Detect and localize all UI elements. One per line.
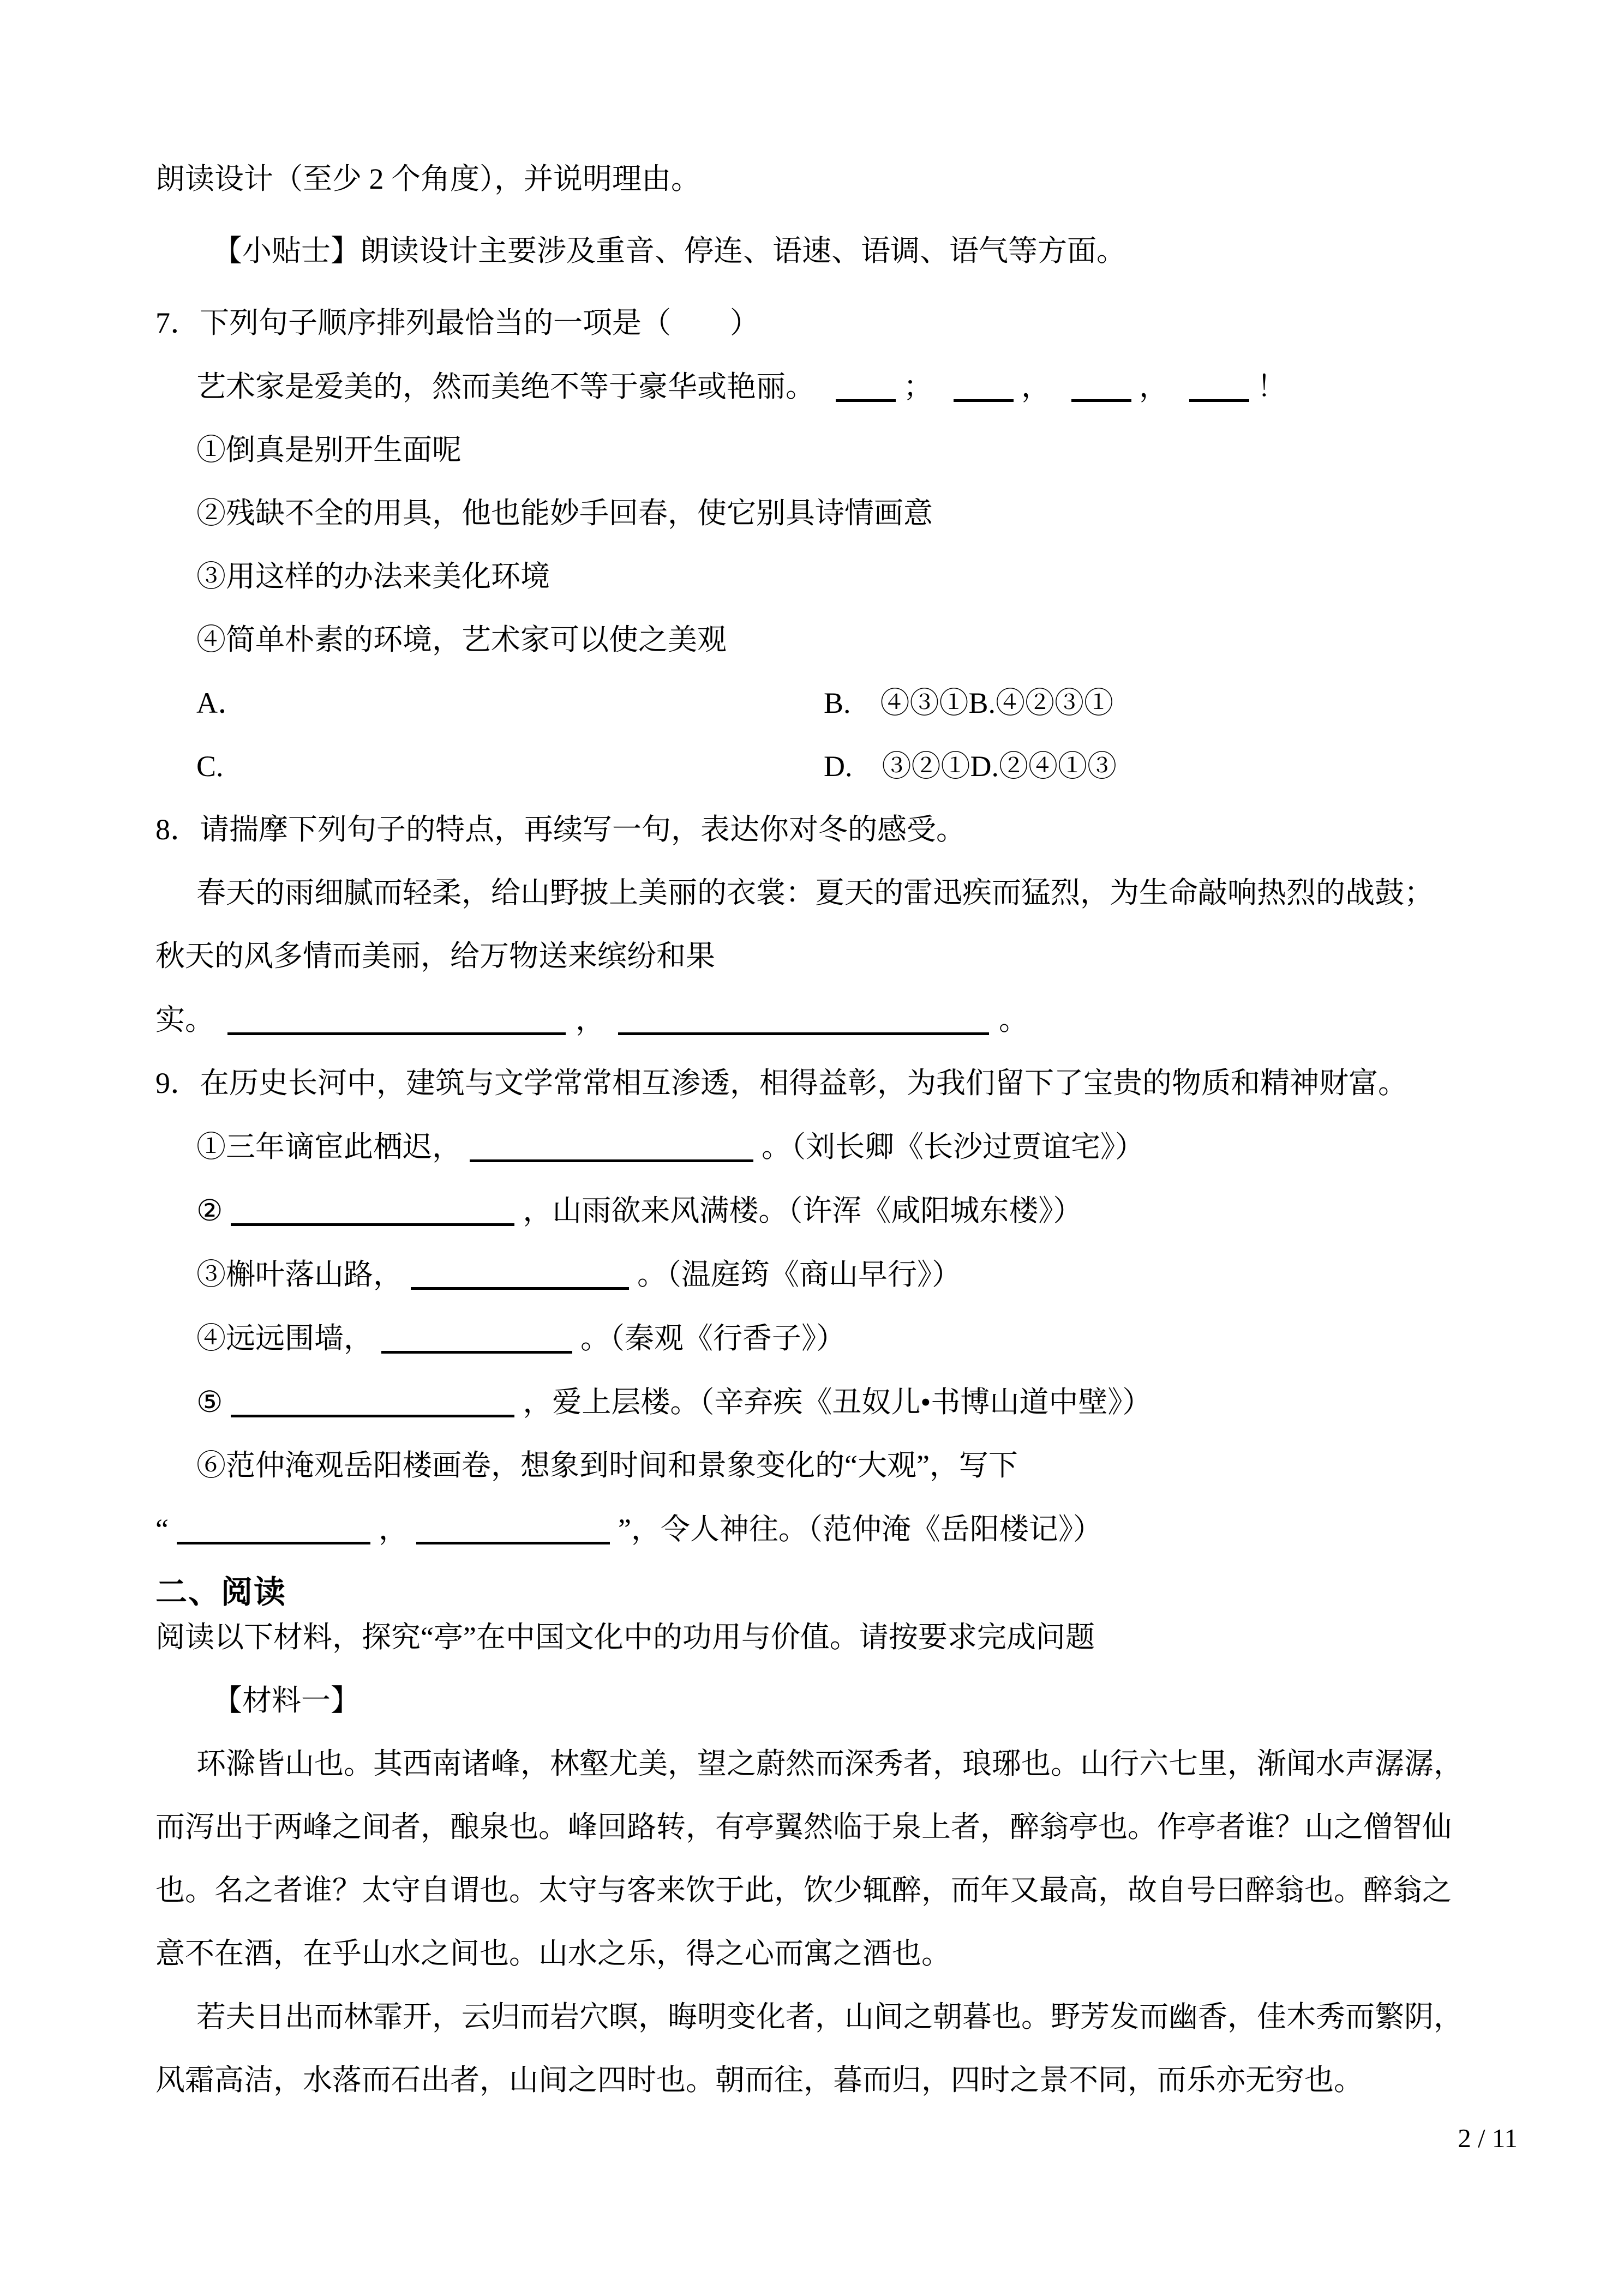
question-7-item-1: ①倒真是别开生面呢 xyxy=(196,434,462,466)
answer-blank xyxy=(177,1513,370,1544)
item-pre: ③槲叶落山路， xyxy=(196,1258,403,1291)
question-9-item-3 xyxy=(155,1259,1471,1290)
answer-blank xyxy=(416,1513,610,1544)
question-8-answer-line xyxy=(155,1004,1471,1035)
answer-blank xyxy=(411,1259,629,1290)
punct-period: 。 xyxy=(999,1003,1028,1036)
item-post: ，爱上层楼。（辛弃疾《丑奴儿•书博山道中壁》） xyxy=(523,1386,1152,1419)
question-6-tail-line: 朗读设计（至少 2 个角度），并说明理由。 xyxy=(155,163,700,195)
question-7-lead-text: 艺术家是爱美的，然而美绝不等于豪华或艳丽。 xyxy=(196,370,815,403)
item-pre: ② xyxy=(196,1194,223,1227)
question-9-item-2 xyxy=(155,1195,1471,1226)
material-1-para-2-line-2: 风霜高洁，水落而石出者，山间之四时也。朝而往，暮而归，四时之景不同，而乐亦无穷也。 xyxy=(155,2064,1363,2096)
material-1-label: 【材料一】 xyxy=(213,1684,360,1717)
answer-blank xyxy=(618,1004,989,1035)
question-9-stem: 9．在历史长河中，建筑与文学常常相互渗透，相得益彰，为我们留下了宝贵的物质和精神财富。 xyxy=(155,1067,1407,1099)
item-post: 。（温庭筠《商山早行》） xyxy=(637,1258,961,1291)
material-1-para-2-line-1: 若夫日出而林霏开，云归而岩穴暝，晦明变化者，山间之朝暮也。野芳发而幽香，佳木秀而繁阴， xyxy=(196,2000,1463,2033)
punct-comma: ， xyxy=(1021,370,1051,403)
page-number: 2 / 11 xyxy=(1458,2123,1518,2153)
punct-comma: ， xyxy=(1139,370,1168,403)
item-post: 。（刘长卿《长沙过贾谊宅》） xyxy=(762,1131,1144,1163)
answer-blank xyxy=(470,1131,753,1162)
question-7-stem: 7．下列句子顺序排列最恰当的一项是（ ） xyxy=(155,306,759,339)
punct-semicolon: ； xyxy=(903,370,933,403)
question-7-lead xyxy=(155,371,1471,402)
section-2-intro: 阅读以下材料，探究“亭”在中国文化中的功用与价值。请按要求完成问题 xyxy=(155,1621,1095,1654)
section-2-heading: 二、阅读 xyxy=(155,1574,287,1610)
answer-blank xyxy=(381,1323,572,1354)
punct-exclaim: ！ xyxy=(1257,370,1286,403)
question-9-item-4 xyxy=(155,1323,1471,1354)
answer-blank xyxy=(1071,371,1131,402)
question-9-item-1 xyxy=(155,1131,1471,1162)
answer-blank xyxy=(231,1386,514,1417)
answer-blank xyxy=(836,371,896,402)
question-9-item-6-line-2 xyxy=(155,1513,1471,1544)
question-7-item-3: ③用这样的办法来美化环境 xyxy=(196,560,550,593)
item-pre: ④远远围墙， xyxy=(196,1322,373,1355)
question-9-item-6-line-1: ⑥范仲淹观岳阳楼画卷，想象到时间和景象变化的“大观”，写下 xyxy=(196,1449,1018,1482)
answer-blank xyxy=(1189,371,1249,402)
question-8-stem: 8．请揣摩下列句子的特点，再续写一句，表达你对冬的感受。 xyxy=(155,813,966,846)
question-7-options-row-1 xyxy=(155,688,1471,718)
punct-comma: ， xyxy=(576,1003,605,1036)
question-8-answer-prefix: 实。 xyxy=(155,1003,214,1036)
item-post: 。（秦观《行香子》） xyxy=(580,1322,846,1355)
question-7-item-4: ④简单朴素的环境，艺术家可以使之美观 xyxy=(196,623,727,656)
quote-open: “ xyxy=(155,1513,169,1546)
punct-comma: ， xyxy=(378,1513,408,1546)
option-c: C. xyxy=(196,750,224,783)
option-d: D. ③②①D.②④①③ xyxy=(824,750,1117,783)
option-a: A． xyxy=(196,687,247,719)
question-9-item-5 xyxy=(155,1386,1471,1417)
material-1-para-1-line-3: 也。名之者谁？太守自谓也。太守与客来饮于此，饮少辄醉，而年又最高，故自号曰醉翁也。醉翁之 xyxy=(155,1874,1452,1907)
quote-close-tail: ”，令人神往。（范仲淹《岳阳楼记》） xyxy=(618,1513,1102,1546)
item-pre: ⑤ xyxy=(196,1386,223,1419)
answer-blank xyxy=(227,1004,566,1035)
material-1-para-1-line-1: 环滁皆山也。其西南诸峰，林壑尤美，望之蔚然而深秀者，琅琊也。山行六七里，渐闻水声潺潺， xyxy=(196,1747,1463,1780)
question-8-body-line-2: 秋天的风多情而美丽，给万物送来缤纷和果 xyxy=(155,940,715,972)
answer-blank xyxy=(231,1195,514,1226)
question-7-options-row-2 xyxy=(155,751,1471,782)
question-6-tip: 【小贴士】朗读设计主要涉及重音、停连、语速、语调、语气等方面。 xyxy=(213,235,1126,267)
question-8-body-line-1: 春天的雨细腻而轻柔，给山野披上美丽的衣裳：夏天的雷迅疾而猛烈，为生命敲响热烈的战鼓； xyxy=(196,876,1434,909)
item-pre: ①三年谪宦此栖迟， xyxy=(196,1131,462,1163)
material-1-para-1-line-2: 而泻出于两峰之间者，酿泉也。峰回路转，有亭翼然临于泉上者，醉翁亭也。作亭者谁？山之僧智仙 xyxy=(155,1811,1452,1843)
exam-content xyxy=(155,164,1471,2128)
option-b: B. ④③①B.④②③① xyxy=(824,687,1114,719)
item-post: ，山雨欲来风满楼。（许浑《咸阳城东楼》） xyxy=(523,1194,1083,1227)
answer-blank xyxy=(954,371,1014,402)
question-7-item-2: ②残缺不全的用具，他也能妙手回春，使它别具诗情画意 xyxy=(196,497,933,530)
material-1-para-1-line-4: 意不在酒，在乎山水之间也。山水之乐，得之心而寓之酒也。 xyxy=(155,1937,951,1970)
